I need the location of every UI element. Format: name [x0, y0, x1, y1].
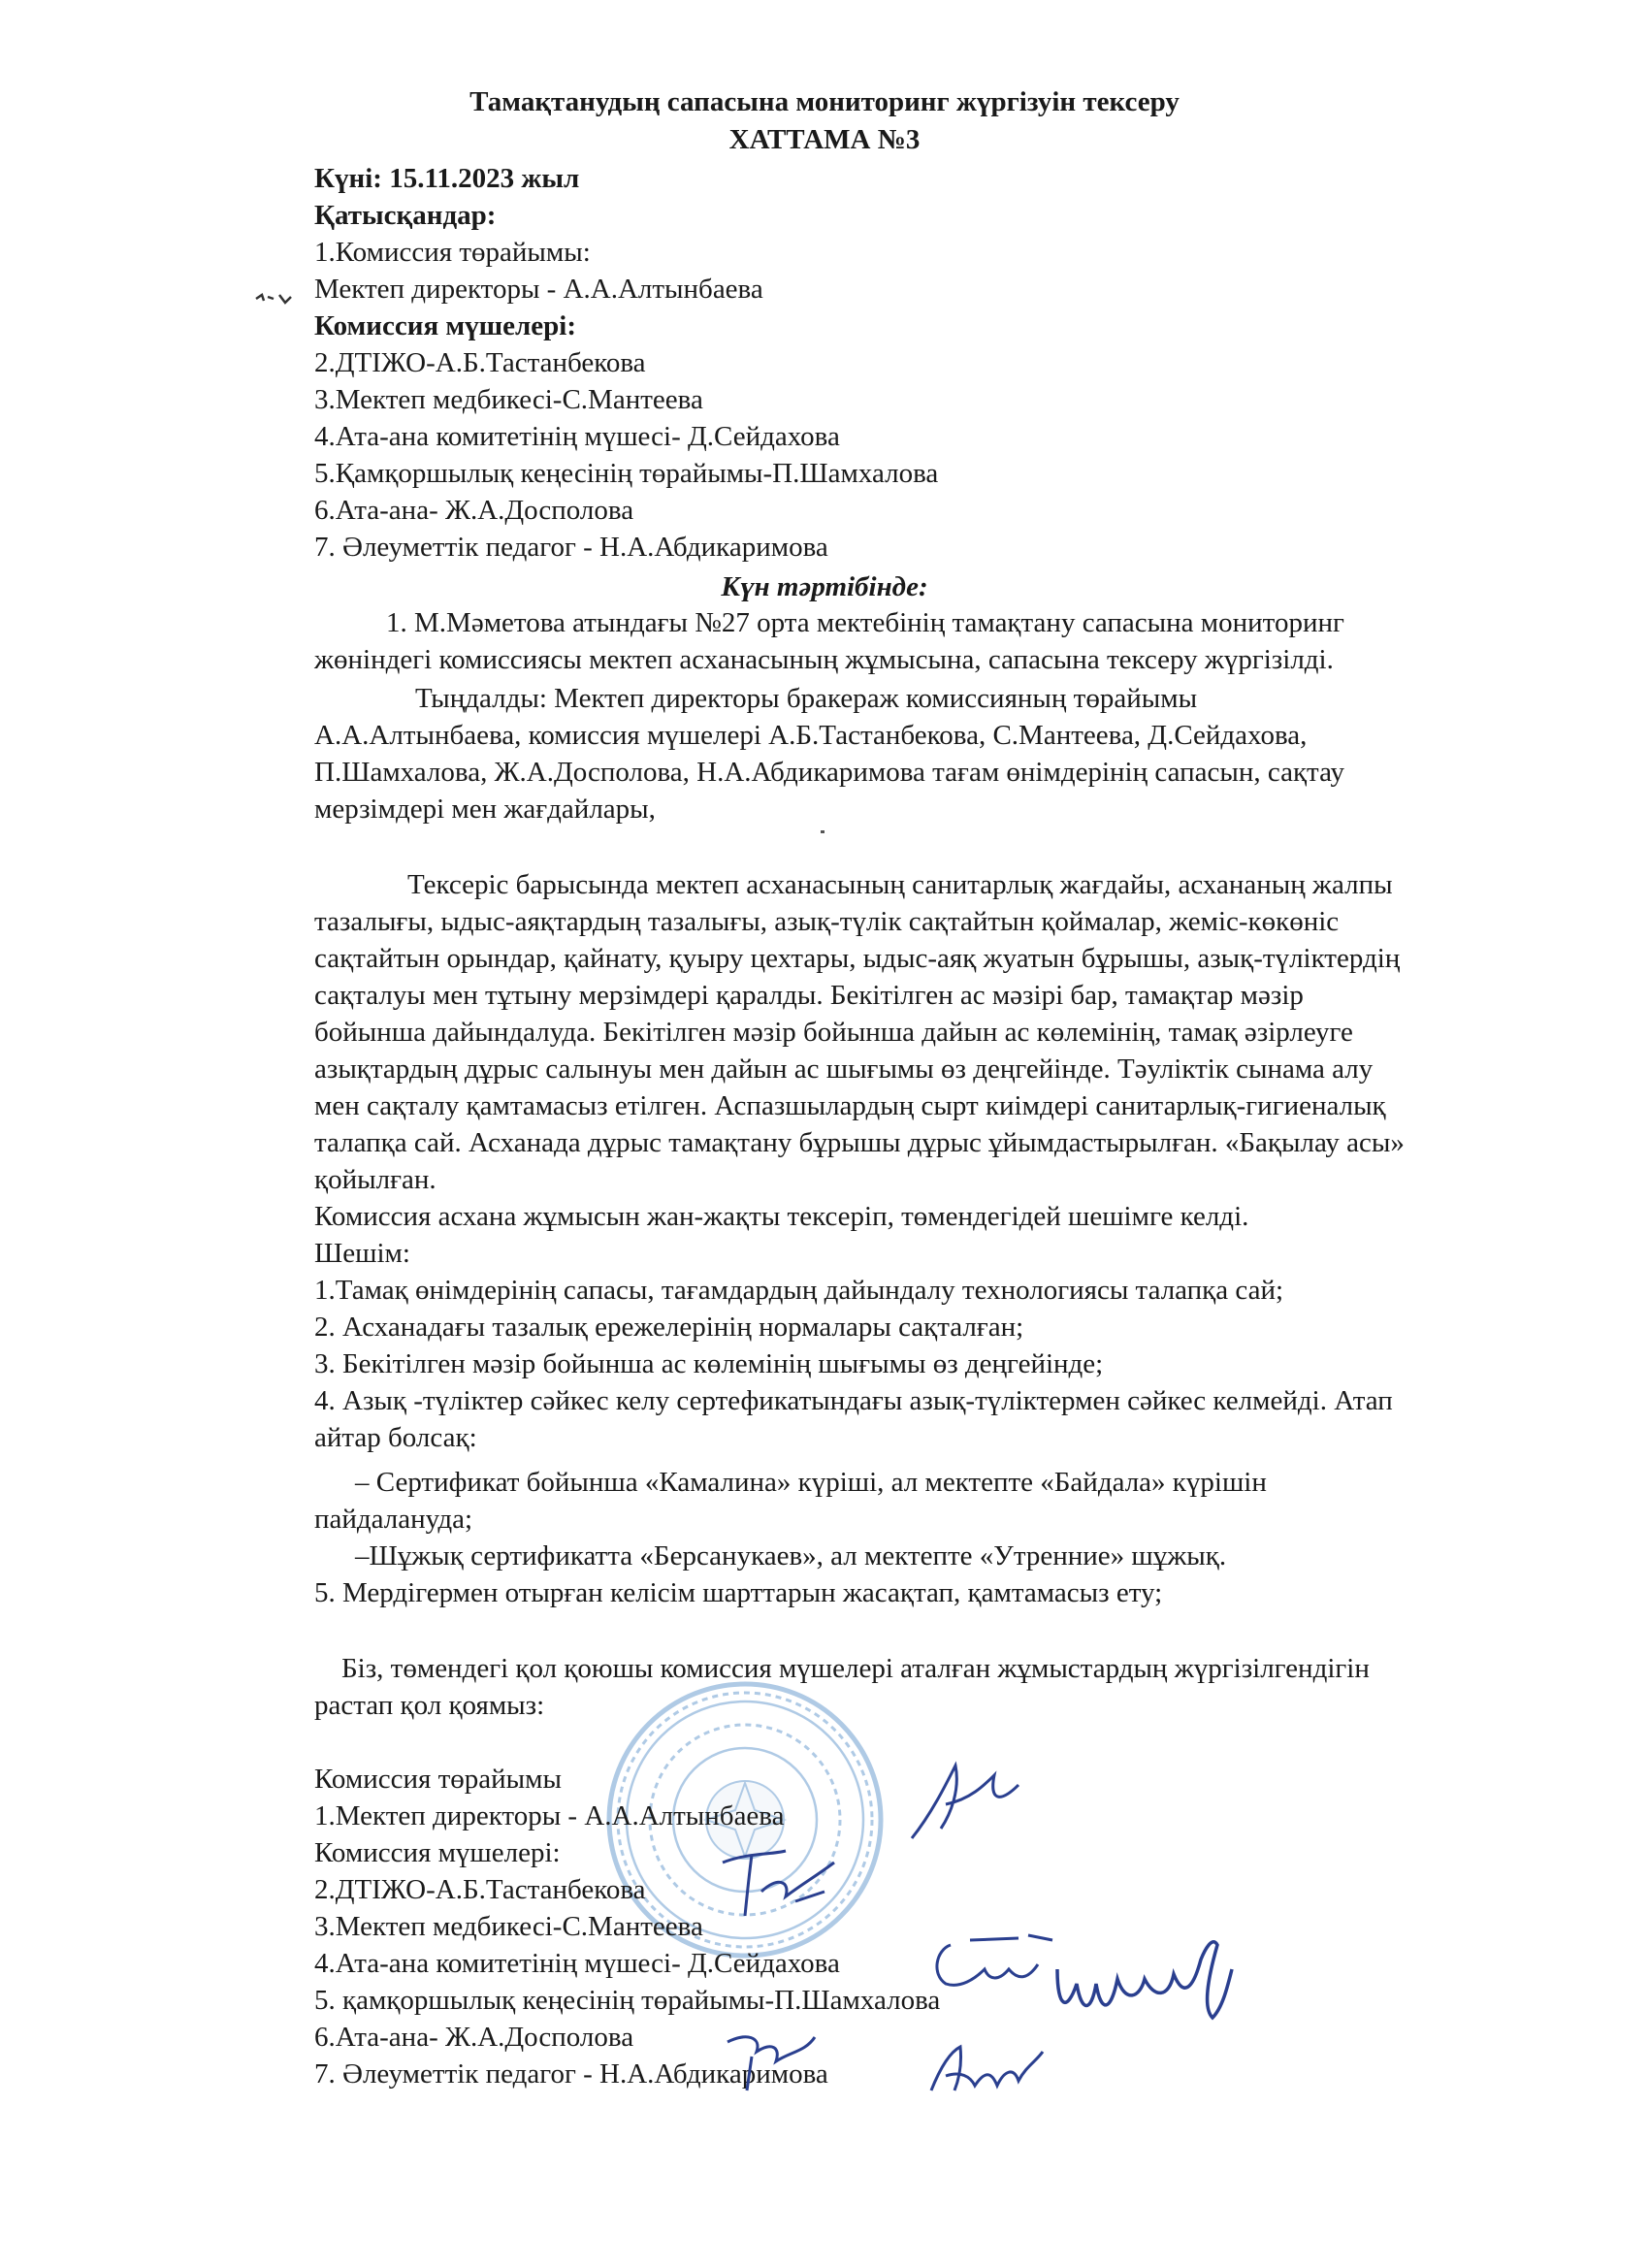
chair-name: Мектеп директоры - А.А.Алтынбаева [314, 274, 763, 305]
signature-line: 4.Ата-ана комитетінің мүшесі- Д.Сейдахова [314, 1948, 840, 1979]
inspection-line: сақтайтын орындар, қайнату, қуыру цехтары, ыдыс-аяқ жуатын бұрышы, азық-түліктердің [314, 943, 1401, 974]
member-signature [1048, 1930, 1242, 2037]
member-line: 6.Ата-ана- Ж.А.Досполова [314, 495, 634, 526]
decision-line: 1.Тамақ өнімдерінің сапасы, тағамдардың дайындалу технологиясы талапқа сай; [314, 1275, 1284, 1306]
agenda-line: 1. М.Мәметова атындағы №27 орта мектебінің тамақтану сапасына мониторинг [386, 607, 1344, 638]
heard-line: П.Шамхалова, Ж.А.Досполова, Н.А.Абдикаримова тағам өнімдерінің сапасын, сақтау [314, 757, 1344, 788]
inspection-line: Тексеріс барысында мектеп асханасының санитарлық жағдайы, асхананың жалпы [407, 869, 1393, 900]
inspection-line: сақталуы мен тұтыну мерзімдері қаралды. Бекітілген ас мәзірі бар, тамақтар мәзір [314, 980, 1304, 1011]
member-line: 7. Әлеуметтік педагог - Н.А.Абдикаримова [314, 532, 828, 563]
decision-line: пайдалануда; [314, 1504, 473, 1535]
decision-line: – Сертификат бойынша «Камалина» күріші, ал мектепте «Байдала» күрішін [355, 1467, 1267, 1498]
heard-line: Тыңдалды: Мектеп директоры бракераж комиссияның төрайымы [415, 683, 1198, 714]
chair-label: 1.Комиссия төрайымы: [314, 237, 591, 268]
margin-mark [254, 287, 297, 308]
agenda-line: жөніндегі комиссиясы мектеп асханасының жұмысына, сапасына тексеру жүргізілді. [314, 644, 1334, 675]
inspection-line: бойынша дайындалуда. Бекітілген мәзір бойынша дайын ас көлемінің, тамақ әзірлеуге [314, 1017, 1353, 1048]
decision-line: 2. Асханадағы тазалық ережелерінің нормалары сақталған; [314, 1312, 1024, 1343]
inspection-line: талапқа сай. Асханада дұрыс тамақтану бұрышы дұрыс ұйымдастырылған. «Бақылау асы» [314, 1127, 1405, 1158]
member-line: 2.ДТІЖО-А.Б.Тастанбекова [314, 347, 646, 378]
member-signature [718, 1833, 844, 1930]
inspection-line: Комиссия асхана жұмысын жан-жақты тексеріп, төмендегідей шешімге келді. [314, 1201, 1249, 1232]
speck [821, 830, 824, 833]
participants-heading: Қатысқандар: [314, 200, 497, 231]
member-signature [718, 2018, 834, 2095]
signature-line: 5. қамқоршылық кеңесінің төрайымы-П.Шамхалова [314, 1985, 941, 2016]
decision-line: айтар болсақ: [314, 1422, 477, 1453]
decision-heading: Шешім: [314, 1238, 410, 1269]
signature-members-heading: Комиссия мүшелері: [314, 1837, 561, 1868]
heard-line: А.А.Алтынбаева, комиссия мүшелері А.Б.Тастанбекова, С.Мантеева, Д.Сейдахова, [314, 720, 1308, 751]
inspection-line: тазалығы, ыдыс-аяқтардың тазалығы, азық-түлік сақтайтын қоймалар, жеміс-көкөніс [314, 906, 1340, 937]
heard-line: мерзімдері мен жағдайлары, [314, 794, 656, 825]
inspection-line: мен сақталу қамтамасыз етілген. Аспазшылардың сырт киімдері санитарлық-гигиеналық [314, 1090, 1386, 1121]
member-line: 4.Ата-ана комитетінің мүшесі- Д.Сейдахова [314, 421, 840, 452]
members-heading: Комиссия мүшелері: [314, 310, 576, 341]
chair-signature [902, 1746, 1038, 1853]
confirmation-line: Біз, төмендегі қол қоюшы комиссия мүшелері аталған жұмыстардың жүргізілгендігін [341, 1653, 1370, 1684]
signature-chair-heading: Комиссия төрайымы [314, 1764, 562, 1795]
member-line: 3.Мектеп медбикесі-С.Мантеева [314, 384, 703, 415]
signature-chair-line: 1.Мектеп директоры - А.А.Алтынбаева [314, 1800, 785, 1831]
member-line: 5.Қамқоршылық кеңесінің төрайымы-П.Шамхалова [314, 458, 939, 489]
decision-line: –Шұжық сертификатта «Берсанукаев», ал мектепте «Утренние» шұжық. [355, 1540, 1227, 1571]
document-title: Тамақтанудың сапасына мониторинг жүргізуін тексеру [469, 86, 1180, 117]
inspection-line: азықтардың дұрыс салынуы мен дайын ас шығымы өз деңгейінде. Тәуліктік сынама алу [314, 1053, 1374, 1085]
decision-line: 3. Бекітілген мәзір бойынша ас көлемінің шығымы өз деңгейінде; [314, 1348, 1104, 1379]
signature-line: 7. Әлеуметтік педагог - Н.А.Абдикаримова [314, 2058, 828, 2090]
confirmation-line: растап қол қоямыз: [314, 1690, 545, 1721]
signature-line: 2.ДТІЖО-А.Б.Тастанбекова [314, 1874, 646, 1905]
decision-line: 5. Мердігермен отырған келісім шарттарын жасақтап, қамтамасыз ету; [314, 1577, 1163, 1608]
protocol-number: ХАТТАМА №3 [728, 124, 921, 155]
agenda-heading: Күн тәртібінде: [721, 571, 928, 602]
decision-line: 4. Азық -түліктер сәйкес келу сертефикатындағы азық-түліктермен сәйкес келмейді. Атап [314, 1385, 1393, 1416]
inspection-line: қойылған. [314, 1164, 436, 1195]
date-line: Күні: 15.11.2023 жыл [314, 163, 580, 194]
signature-line: 3.Мектеп медбикесі-С.Мантеева [314, 1911, 703, 1942]
signature-line: 6.Ата-ана- Ж.А.Досполова [314, 2022, 634, 2053]
member-signature [922, 2037, 1048, 2105]
member-signature [931, 1930, 1057, 2008]
